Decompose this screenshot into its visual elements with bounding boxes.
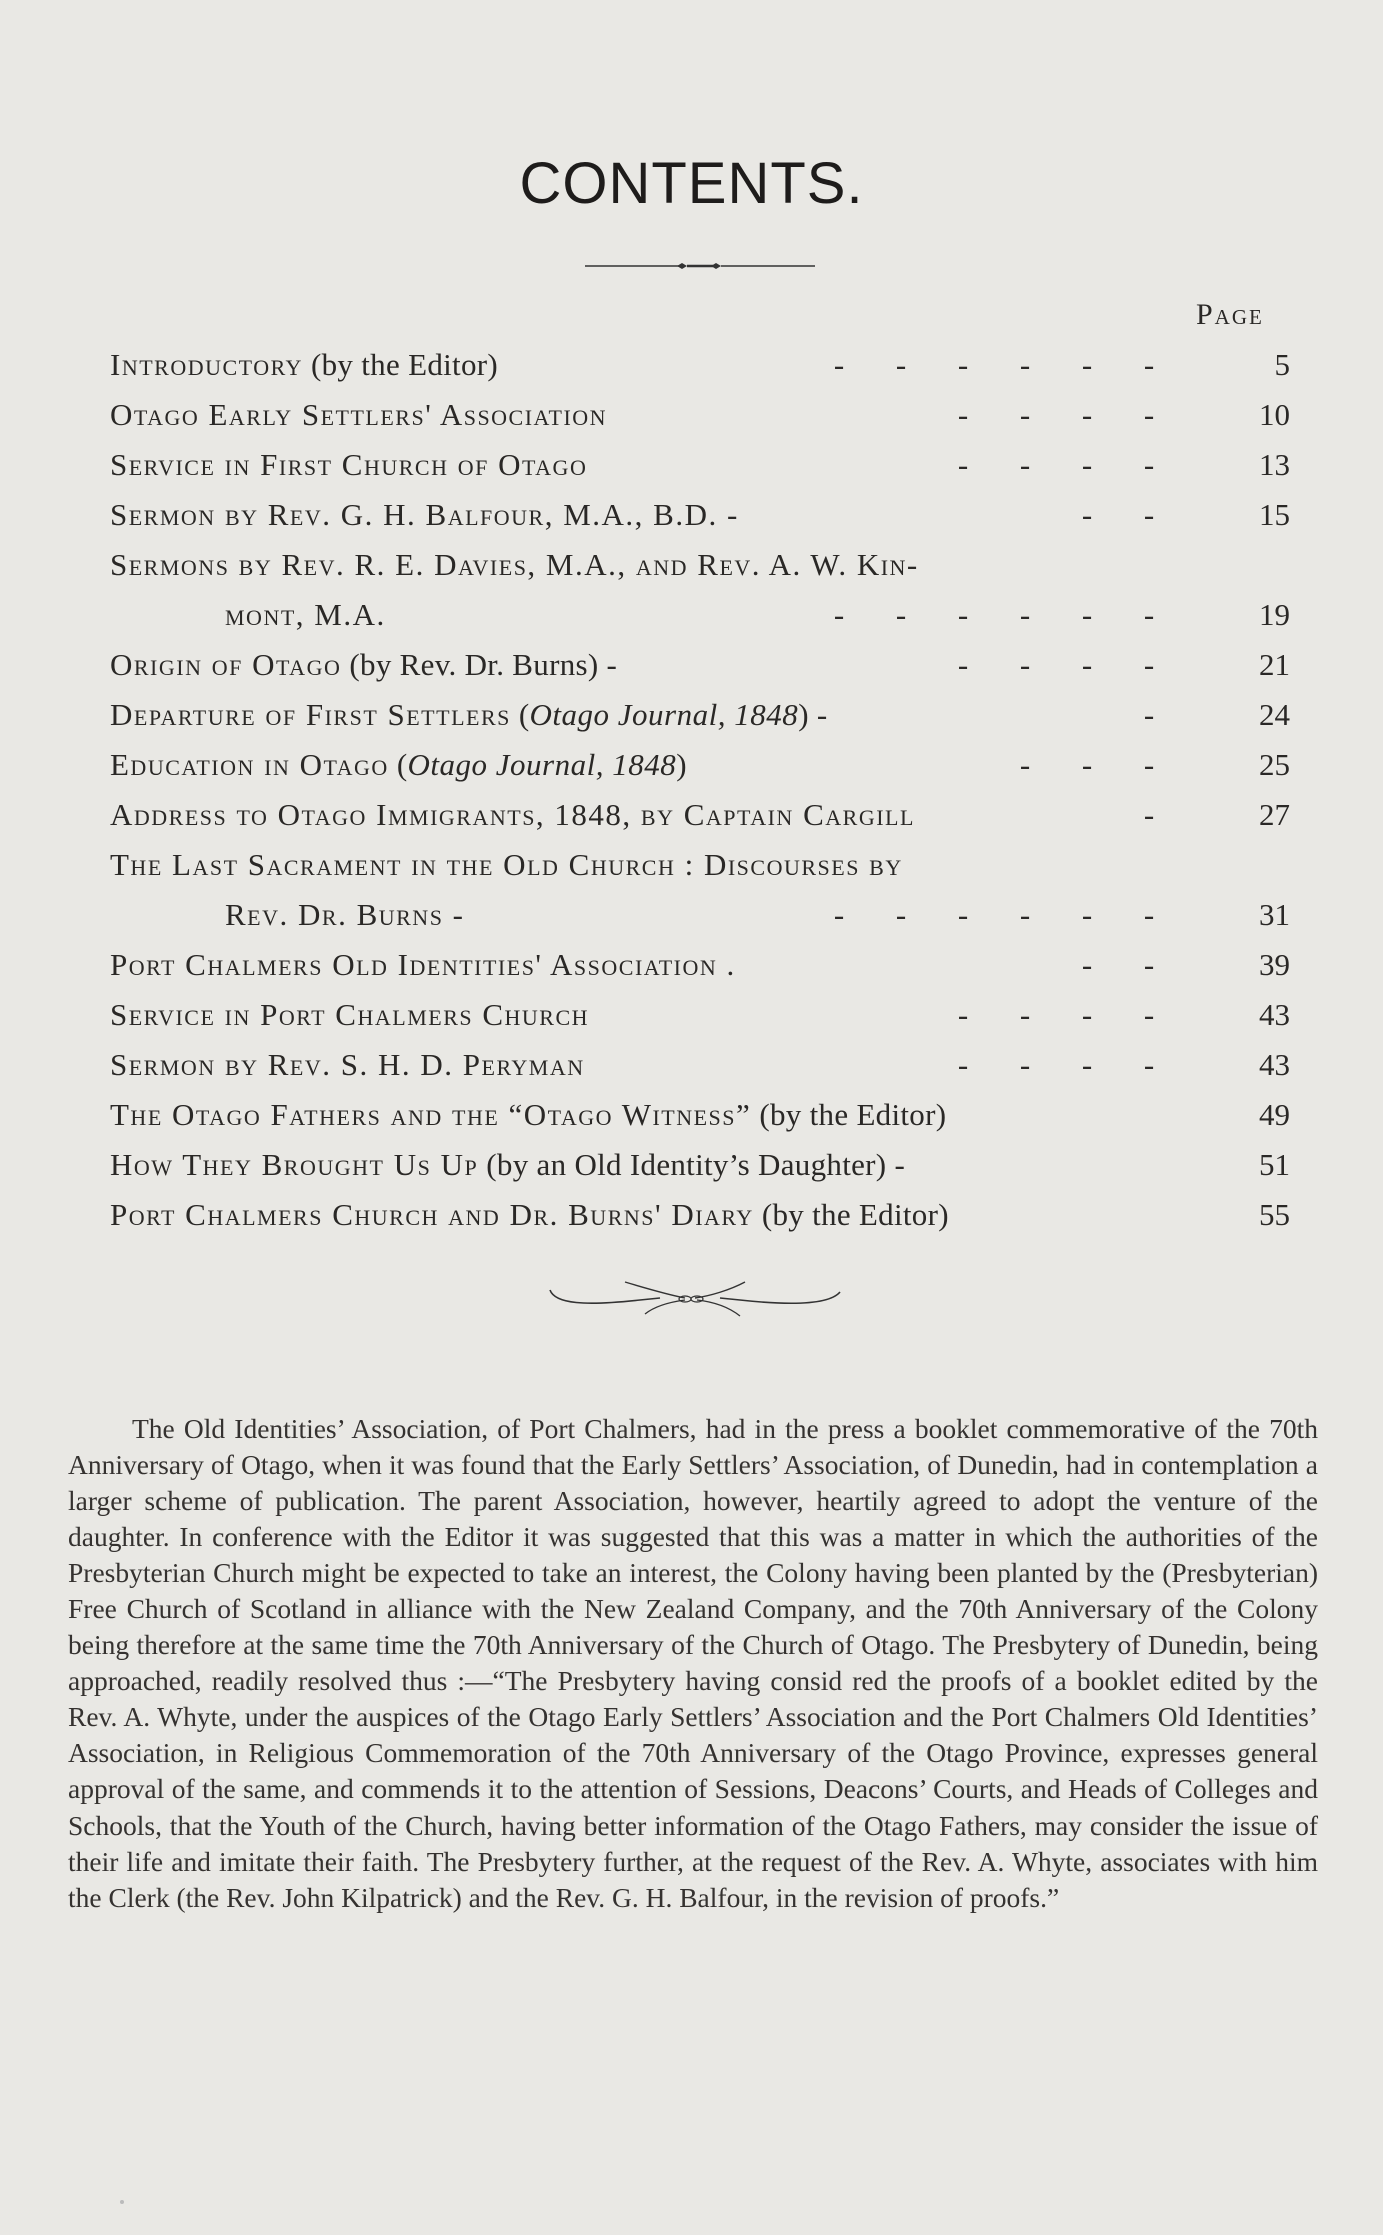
toc-entry-text: The Otago Fathers and the “Otago Witness” bbox=[110, 1097, 752, 1132]
toc-entry-title bbox=[110, 740, 687, 790]
toc-entry bbox=[110, 940, 1290, 990]
table-of-contents bbox=[110, 340, 1290, 1240]
page-number: 21 bbox=[1259, 647, 1290, 682]
toc-entry-text: Otago Journal, 1848 bbox=[407, 747, 677, 782]
leader-dashes: - - - - bbox=[957, 397, 1155, 432]
toc-entry-text: (by Rev. Dr. Burns) - bbox=[341, 647, 618, 682]
toc-entry bbox=[110, 490, 1290, 540]
toc-entry bbox=[110, 340, 1290, 390]
toc-entry bbox=[110, 1190, 1290, 1240]
toc-entry-text: ( bbox=[388, 747, 408, 782]
toc-entry-text: Sermons by Rev. R. E. Davies, M.A., and Rev. A. W. Kin- bbox=[110, 547, 919, 582]
toc-entry-text: Origin of Otago bbox=[110, 647, 342, 682]
leader-dashes: - - - - bbox=[957, 447, 1155, 482]
toc-entry-text: The Last Sacrament in the Old Church : Discourses by bbox=[110, 847, 903, 882]
toc-entry-title bbox=[110, 1190, 949, 1240]
title-rule-ornament bbox=[585, 258, 815, 274]
toc-entry-text: Service in First Church of Otago bbox=[110, 447, 588, 482]
page-number: 13 bbox=[1259, 447, 1290, 482]
toc-entry-text: (by the Editor) bbox=[751, 1097, 947, 1132]
page-number: 43 bbox=[1259, 1047, 1290, 1082]
page-number: 5 bbox=[1274, 347, 1290, 382]
toc-entry-title bbox=[110, 840, 903, 940]
page-number: 31 bbox=[1259, 897, 1290, 932]
toc-entry-title bbox=[110, 340, 498, 390]
toc-entry-continuation: Rev. Dr. Burns - bbox=[225, 897, 465, 932]
toc-entry-title bbox=[110, 790, 915, 840]
toc-entry-title bbox=[110, 1040, 585, 1090]
toc-entry bbox=[110, 1040, 1290, 1090]
toc-entry bbox=[110, 690, 1290, 740]
toc-entry-text: (by the Editor) bbox=[753, 1197, 949, 1232]
toc-entry-text: ) bbox=[676, 747, 687, 782]
page-number: 27 bbox=[1259, 797, 1290, 832]
toc-entry-text: Introductory bbox=[110, 347, 303, 382]
page-number: 24 bbox=[1259, 697, 1290, 732]
leader-dashes: - - bbox=[1081, 497, 1155, 532]
leader-dashes: - bbox=[1143, 697, 1155, 732]
leader-dashes: - - - - bbox=[957, 997, 1155, 1032]
leader-dashes: - - - - - - bbox=[833, 597, 1155, 632]
page-number: 43 bbox=[1259, 997, 1290, 1032]
toc-entry bbox=[110, 640, 1290, 690]
toc-entry-text: ) - bbox=[798, 697, 828, 732]
page-number: 25 bbox=[1259, 747, 1290, 782]
leader-dashes: - - - bbox=[1019, 747, 1155, 782]
toc-entry-title bbox=[110, 540, 919, 640]
toc-entry-text: Otago Journal, 1848 bbox=[529, 697, 799, 732]
toc-entry bbox=[110, 740, 1290, 790]
toc-entry bbox=[110, 990, 1290, 1040]
leader-dashes: - bbox=[1143, 797, 1155, 832]
toc-entry-text: Sermon by Rev. G. H. Balfour, M.A., B.D. - bbox=[110, 497, 739, 532]
leader-dashes: - - - - bbox=[957, 1047, 1155, 1082]
page-number: 15 bbox=[1259, 497, 1290, 532]
page-number: 49 bbox=[1259, 1097, 1290, 1132]
toc-entry-text: Education in Otago bbox=[110, 747, 389, 782]
toc-entry-title bbox=[110, 440, 587, 490]
toc-entry bbox=[110, 790, 1290, 840]
toc-entry bbox=[110, 390, 1290, 440]
leader-dashes: - - - - - - bbox=[833, 897, 1155, 932]
flourish-ornament bbox=[545, 1270, 845, 1330]
toc-entry-text: Address to Otago Immigrants, 1848, by Captain Cargill bbox=[110, 797, 915, 832]
toc-entry-text: Port Chalmers Church and Dr. Burns' Diary bbox=[110, 1197, 754, 1232]
toc-entry-title bbox=[110, 390, 607, 440]
toc-entry-text: Departure of First Settlers bbox=[110, 697, 511, 732]
leader-dashes: - - - - bbox=[957, 647, 1155, 682]
toc-entry-text: (by the Editor) bbox=[302, 347, 498, 382]
toc-entry-title bbox=[110, 490, 739, 540]
page-title: CONTENTS. bbox=[519, 151, 864, 216]
page-number: 19 bbox=[1259, 597, 1290, 632]
page-number: 39 bbox=[1259, 947, 1290, 982]
toc-entry bbox=[110, 1140, 1290, 1190]
toc-entry-title bbox=[110, 990, 589, 1040]
toc-entry-title bbox=[110, 690, 828, 740]
toc-entry-text: (by an Old Identity’s Daughter) - bbox=[478, 1147, 906, 1182]
page-number: 10 bbox=[1259, 397, 1290, 432]
toc-entry bbox=[110, 840, 1290, 940]
toc-entry-continuation: mont, M.A. bbox=[225, 597, 386, 632]
prefatory-note: The Old Identities’ Association, of Port Chalmers, had in the press a booklet commemorative of the 70th Anniversary of Otago, when it was found that the Early Settlers’ Association, of Dunedin, had in contemplation a larger scheme of publication. The parent Association, however, heartily agreed to adopt the venture of the daughter. In conference with the Editor it was suggested that this was a matter in which the authorities of the Presbyterian Church might be expected to take an interest, the Colony having been planted by the (Presbyterian) Free Church of Scotland in alliance with the New Zealand Company, and the 70th Anniversary of the Colony being therefore at the same time the 70th Anniversary of the Church of Otago. The Presbytery of Dunedin, being approached, readily resolved thus :—“The Presbytery having consid red the proofs of a booklet edited by the Rev. A. Whyte, under the auspices of the Otago Early Settlers’ Association and the Port Chalmers Old Identities’ Association, in Religious Commemoration of the 70th Anniversary of the Otago Province, expresses general approval of the same, and commends it to the attention of Sessions, Deacons’ Courts, and Heads of Colleges and Schools, that the Youth of the Church, having better information of the Otago Fathers, may consider the issue of their life and imitate their faith. The Presbytery further, at the request of the Rev. A. Whyte, associates with him the Clerk (the Rev. John Kilpatrick) and the Rev. G. H. Balfour, in the revision of proofs.” bbox=[68, 1412, 1318, 1913]
toc-entry-text: How They Brought Us Up bbox=[110, 1147, 479, 1182]
page-number: 51 bbox=[1259, 1147, 1290, 1182]
toc-entry bbox=[110, 440, 1290, 490]
toc-entry-text: Port Chalmers Old Identities' Association . bbox=[110, 947, 736, 982]
toc-entry bbox=[110, 540, 1290, 640]
toc-entry bbox=[110, 1090, 1290, 1140]
toc-entry-title bbox=[110, 940, 736, 990]
toc-entry-text: Service in Port Chalmers Church bbox=[110, 997, 590, 1032]
toc-entry-title bbox=[110, 1090, 946, 1140]
paper-speck bbox=[120, 2200, 124, 2204]
leader-dashes: - - bbox=[1081, 947, 1155, 982]
leader-dashes: - - - - - - bbox=[833, 347, 1155, 382]
page-column-heading: Page bbox=[1196, 298, 1264, 331]
toc-entry-text: ( bbox=[510, 697, 530, 732]
toc-entry-title bbox=[110, 640, 617, 690]
toc-entry-text: Otago Early Settlers' Association bbox=[110, 397, 608, 432]
toc-entry-title bbox=[110, 1140, 905, 1190]
toc-entry-text: Sermon by Rev. S. H. D. Peryman bbox=[110, 1047, 585, 1082]
page-number: 55 bbox=[1259, 1197, 1290, 1232]
